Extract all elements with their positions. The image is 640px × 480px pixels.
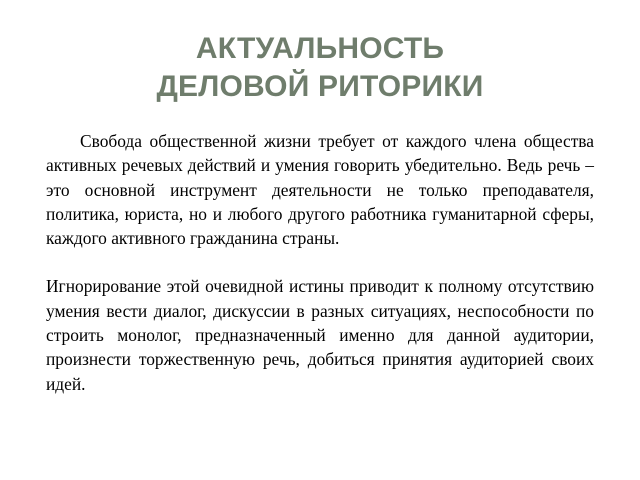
slide-title-line-1: АКТУАЛЬНОСТЬ xyxy=(195,32,445,65)
paragraph-1: Свобода общественной жизни требует от каждого члена общества активных речевых действий и умения говорить убедительно. Ведь речь – это основной инструмент деятельности не только преподавателя, политика, юриста, но и любого другого работника гуманитарной сферы, каждого активного гражданина страны. xyxy=(46,131,594,249)
slide-title-line-2: ДЕЛОВОЙ РИТОРИКИ xyxy=(156,70,484,103)
slide-title xyxy=(20,30,620,106)
slide-body xyxy=(46,129,594,396)
paragraph-2: Игнорирование этой очевидной истины приводит к полному отсутствию умения вести диалог, дискуссии в разных ситуациях, неспособности по строить монолог, предназначенный именно для данной аудитории, произнести торжественную речь, добиться принятия аудиторией своих идей. xyxy=(46,276,594,394)
